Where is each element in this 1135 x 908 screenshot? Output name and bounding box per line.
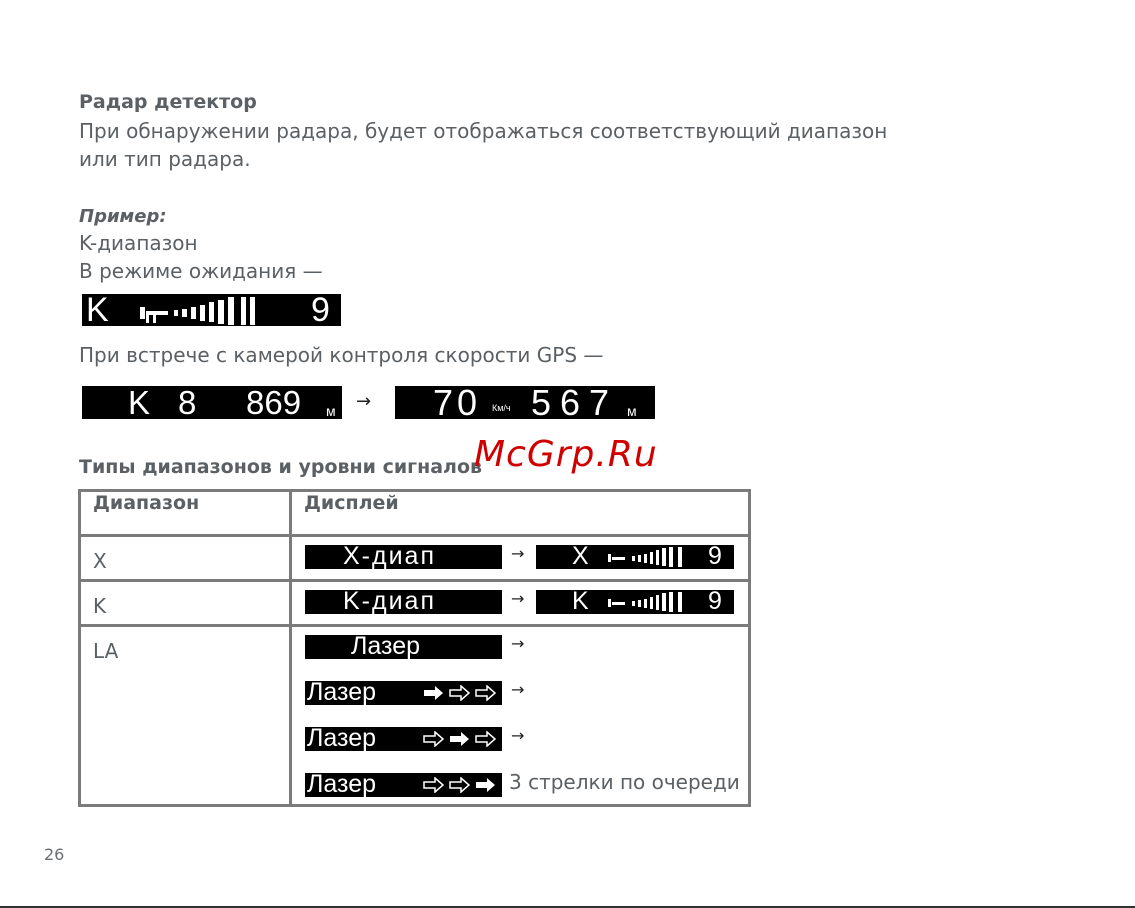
- arrow-icon: →: [511, 589, 525, 608]
- signal-bars-icon: [608, 592, 708, 612]
- standby-lcd: [82, 294, 341, 326]
- lcd-band: K: [128, 386, 151, 419]
- lcd-unit: м: [326, 403, 336, 419]
- laser-lcd: Лазер: [305, 773, 502, 797]
- signal-bars-icon: [608, 547, 708, 567]
- lcd-distance: 869: [246, 386, 302, 419]
- standby-label: В режиме ожидания —: [79, 259, 323, 283]
- section-title: Радар детектор: [79, 91, 257, 113]
- table-row: [80, 626, 750, 806]
- table-title: Типы диапазонов и уровни сигналов: [79, 456, 483, 478]
- laser-lcd: Лазер: [305, 681, 502, 705]
- lcd-unit: м: [627, 403, 637, 419]
- arrow-icon: →: [511, 680, 525, 699]
- band-lcd: K-диап: [305, 590, 502, 614]
- lcd-band: K: [86, 294, 109, 326]
- lcd-num: 8: [178, 386, 197, 419]
- bands-table: [78, 489, 751, 807]
- arrow-icon: →: [511, 634, 525, 653]
- band-cell: K: [80, 581, 291, 626]
- page-number: 26: [44, 845, 65, 864]
- signal-lcd: X 9: [536, 545, 734, 569]
- lcd-level: 9: [311, 294, 330, 326]
- arrow-icon: →: [356, 391, 372, 412]
- lcd-speed-unit: Км/ч: [492, 403, 511, 413]
- example-label: Пример:: [79, 206, 167, 227]
- laser-note: 3 стрелки по очереди: [509, 770, 740, 794]
- camera-lcd-1: [82, 386, 342, 419]
- band-cell: X: [80, 536, 291, 581]
- band-lcd: X-диап: [305, 545, 502, 569]
- laser-lcd: Лазер: [305, 635, 502, 659]
- watermark: McGrp.Ru: [474, 434, 658, 475]
- laser-lcd: Лазер: [305, 727, 502, 751]
- camera-lcd-2: [395, 386, 655, 419]
- lcd-speed: 70: [433, 386, 482, 419]
- table-row: [80, 581, 750, 626]
- signal-lcd: K 9: [536, 590, 734, 614]
- laser-arrows-icon: [423, 685, 501, 701]
- lcd-distance: 567: [531, 386, 619, 419]
- laser-arrows-icon: [423, 777, 501, 793]
- intro-line-2: или тип радара.: [79, 147, 251, 171]
- laser-arrows-icon: [423, 731, 501, 747]
- header-band: Диапазон: [80, 491, 291, 536]
- camera-label: При встрече с камерой контроля скорости GPS —: [79, 343, 604, 367]
- table-row: [80, 536, 750, 581]
- signal-bars-icon: [140, 297, 340, 325]
- arrow-icon: →: [511, 726, 525, 745]
- arrow-icon: →: [511, 544, 525, 563]
- example-band: K-диапазон: [79, 231, 198, 255]
- intro-line-1: При обнаружении радара, будет отображаться соответствующий диапазон: [79, 119, 888, 143]
- header-display: Дисплей: [291, 491, 750, 536]
- band-cell: LA: [80, 626, 291, 806]
